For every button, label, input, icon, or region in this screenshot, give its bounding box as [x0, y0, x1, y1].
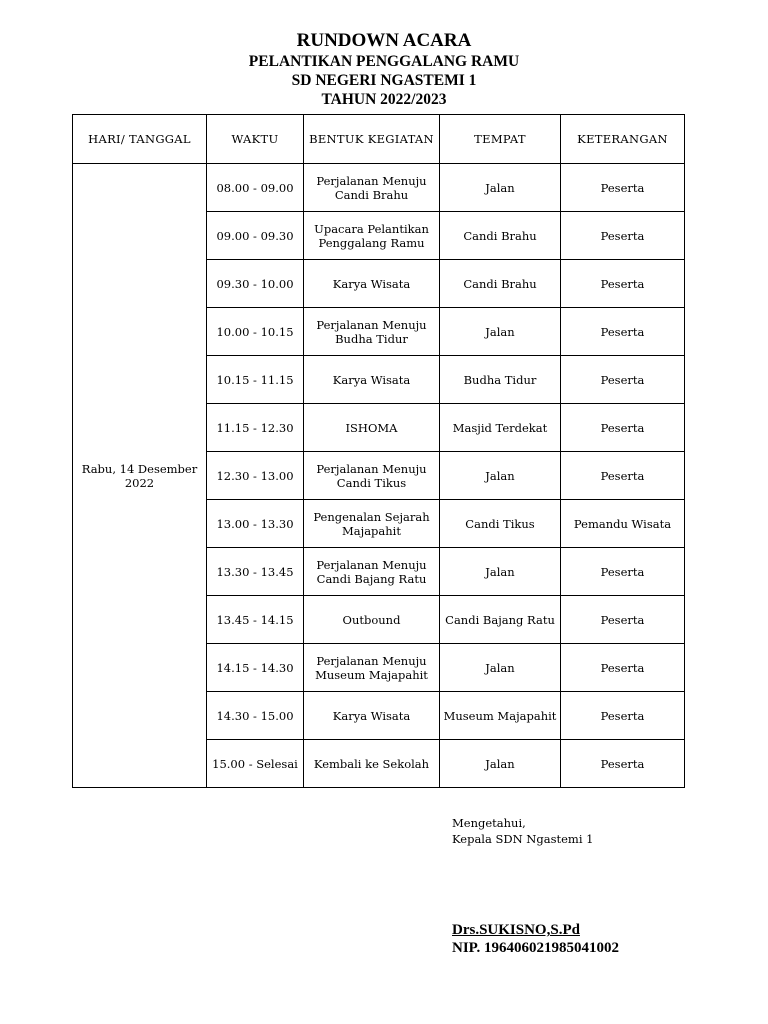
activity-cell: Outbound [304, 596, 440, 644]
activity-cell: Perjalanan Menuju Candi Bajang Ratu [304, 548, 440, 596]
time-cell: 15.00 - Selesai [207, 740, 304, 788]
acknowledged-label: Mengetahui, [452, 816, 526, 830]
activity-cell: ISHOMA [304, 404, 440, 452]
table-header-row [73, 115, 685, 164]
school-name: SD NEGERI NGASTEMI 1 [291, 72, 477, 89]
note-cell: Peserta [561, 692, 685, 740]
signer-name: Drs.SUKISNO,S.Pd [452, 922, 580, 938]
activity-cell: Pengenalan Sejarah Majapahit [304, 500, 440, 548]
time-cell: 13.00 - 13.30 [207, 500, 304, 548]
activity-cell: Perjalanan Menuju Candi Tikus [304, 452, 440, 500]
column-header-date: HARI/ TANGGAL [73, 115, 207, 164]
note-cell: Peserta [561, 212, 685, 260]
time-cell: 09.00 - 09.30 [207, 212, 304, 260]
activity-cell: Upacara Pelantikan Penggalang Ramu [304, 212, 440, 260]
activity-cell: Karya Wisata [304, 356, 440, 404]
column-header-activity: BENTUK KEGIATAN [304, 115, 440, 164]
signer-nip: NIP. 196406021985041002 [452, 940, 619, 956]
rundown-table [72, 114, 685, 788]
time-cell: 10.00 - 10.15 [207, 308, 304, 356]
place-cell: Budha Tidur [440, 356, 561, 404]
place-cell: Candi Brahu [440, 260, 561, 308]
time-cell: 14.15 - 14.30 [207, 644, 304, 692]
note-cell: Peserta [561, 404, 685, 452]
place-cell: Candi Brahu [440, 212, 561, 260]
document-header [0, 30, 768, 109]
signer-position: Kepala SDN Ngastemi 1 [452, 832, 594, 846]
activity-cell: Perjalanan Menuju Candi Brahu [304, 164, 440, 212]
place-cell: Jalan [440, 740, 561, 788]
table-body [73, 164, 685, 788]
note-cell: Peserta [561, 308, 685, 356]
document-title: RUNDOWN ACARA [296, 30, 472, 51]
time-cell: 11.15 - 12.30 [207, 404, 304, 452]
activity-cell: Perjalanan Menuju Museum Majapahit [304, 644, 440, 692]
time-cell: 12.30 - 13.00 [207, 452, 304, 500]
date-cell: Rabu, 14 Desember 2022 [73, 164, 207, 788]
time-cell: 08.00 - 09.00 [207, 164, 304, 212]
column-header-time: WAKTU [207, 115, 304, 164]
academic-year: TAHUN 2022/2023 [321, 91, 447, 108]
note-cell: Peserta [561, 260, 685, 308]
note-cell: Pemandu Wisata [561, 500, 685, 548]
place-cell: Jalan [440, 164, 561, 212]
place-cell: Jalan [440, 452, 561, 500]
place-cell: Museum Majapahit [440, 692, 561, 740]
time-cell: 10.15 - 11.15 [207, 356, 304, 404]
place-cell: Masjid Terdekat [440, 404, 561, 452]
place-cell: Jalan [440, 308, 561, 356]
note-cell: Peserta [561, 644, 685, 692]
event-name: PELANTIKAN PENGGALANG RAMU [248, 53, 520, 70]
place-cell: Candi Tikus [440, 500, 561, 548]
time-cell: 09.30 - 10.00 [207, 260, 304, 308]
note-cell: Peserta [561, 548, 685, 596]
table-row [73, 164, 685, 212]
time-cell: 13.30 - 13.45 [207, 548, 304, 596]
column-header-note: KETERANGAN [561, 115, 685, 164]
note-cell: Peserta [561, 740, 685, 788]
note-cell: Peserta [561, 164, 685, 212]
activity-cell: Karya Wisata [304, 260, 440, 308]
activity-cell: Karya Wisata [304, 692, 440, 740]
note-cell: Peserta [561, 452, 685, 500]
time-cell: 13.45 - 14.15 [207, 596, 304, 644]
activity-cell: Kembali ke Sekolah [304, 740, 440, 788]
note-cell: Peserta [561, 596, 685, 644]
place-cell: Candi Bajang Ratu [440, 596, 561, 644]
activity-cell: Perjalanan Menuju Budha Tidur [304, 308, 440, 356]
place-cell: Jalan [440, 644, 561, 692]
time-cell: 14.30 - 15.00 [207, 692, 304, 740]
column-header-place: TEMPAT [440, 115, 561, 164]
place-cell: Jalan [440, 548, 561, 596]
note-cell: Peserta [561, 356, 685, 404]
